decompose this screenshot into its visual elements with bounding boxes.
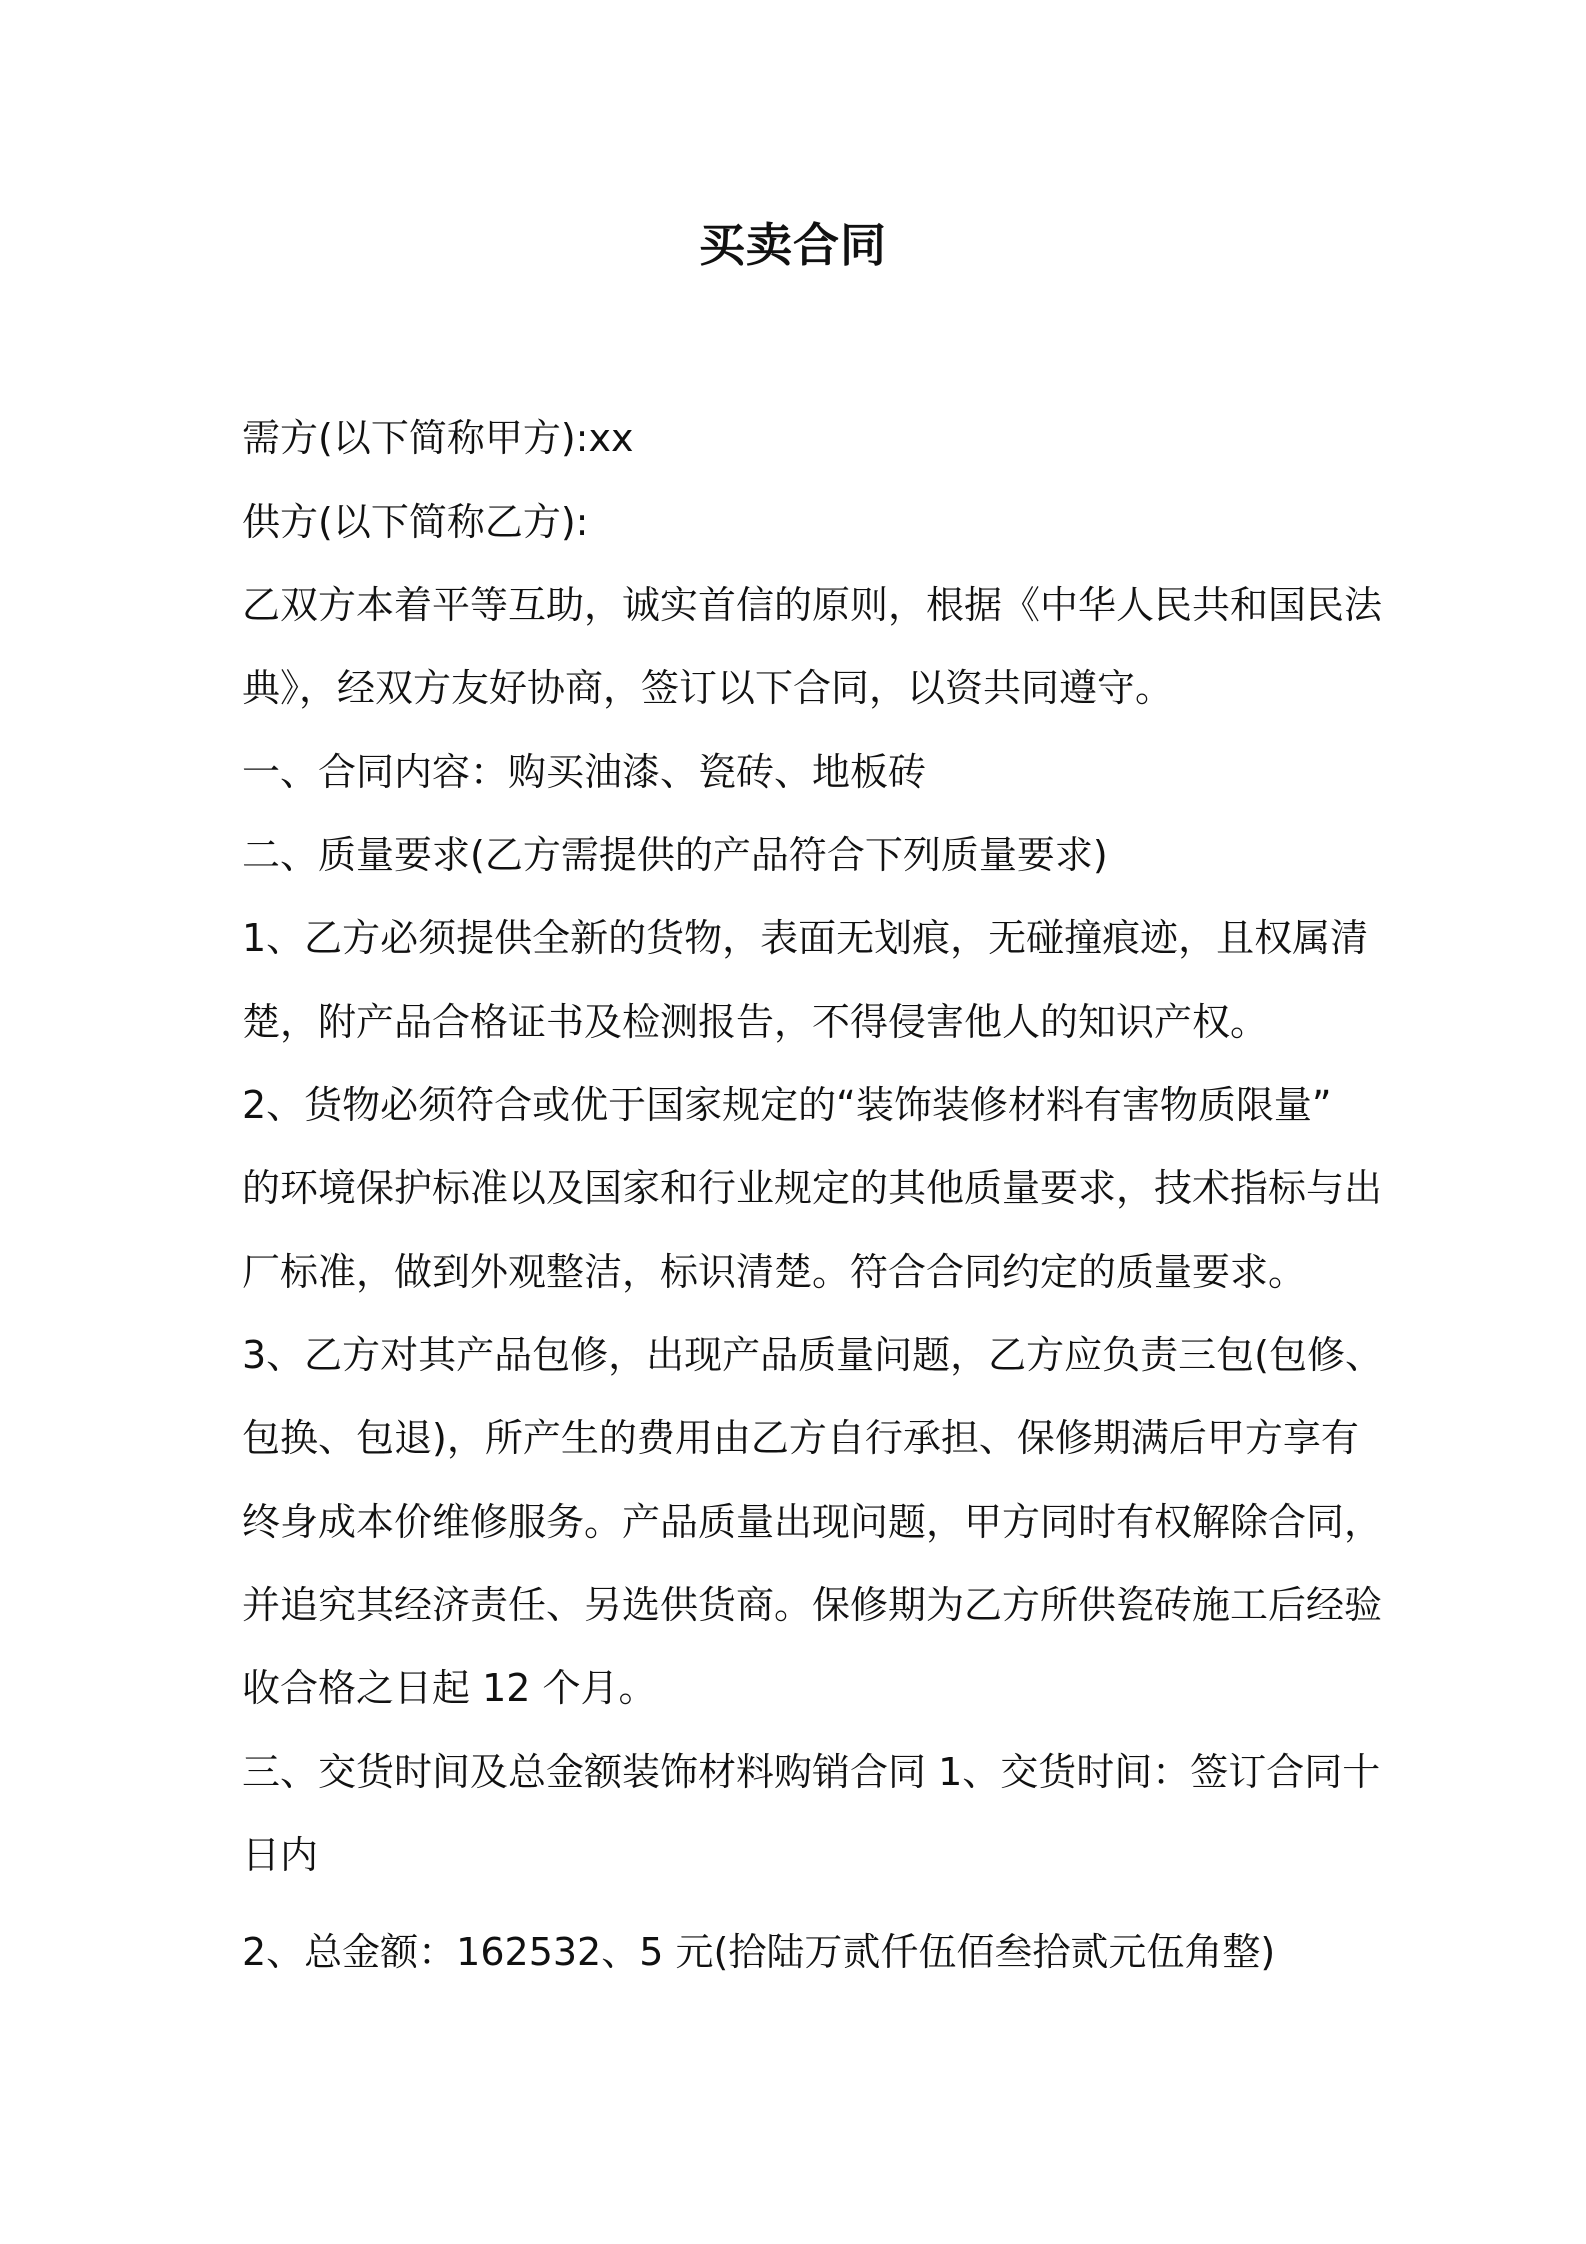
clause-3-line-2: 包换、包退)，所产生的费用由乙方自行承担、保修期满后甲方享有: [242, 1416, 1359, 1460]
total-amount-line: 2、总金额：162532、5 元(拾陆万贰仟伍佰叁拾贰元伍角整): [242, 1930, 1276, 1974]
party-b-line: 供方(以下简称乙方):: [242, 500, 589, 544]
clause-3-line-1: 3、乙方对其产品包修，出现产品质量问题，乙方应负责三包(包修、: [242, 1333, 1384, 1377]
section-1-heading: 一、合同内容：购买油漆、瓷砖、地板砖: [242, 750, 927, 794]
clause-3-line-4: 并追究其经济责任、另选供货商。保修期为乙方所供瓷砖施工后经验: [242, 1583, 1383, 1627]
section-3-line-1: 三、交货时间及总金额装饰材料购销合同 1、交货时间：签订合同十: [242, 1750, 1381, 1794]
preamble-line-2: 典》，经双方友好协商，签订以下合同，以资共同遵守。: [242, 666, 1174, 710]
clause-3-line-5: 收合格之日起 12 个月。: [242, 1666, 657, 1710]
clause-3-line-3: 终身成本价维修服务。产品质量出现问题，甲方同时有权解除合同，: [242, 1500, 1383, 1544]
clause-1-line-1: 1、乙方必须提供全新的货物，表面无划痕，无碰撞痕迹，且权属清: [242, 916, 1369, 960]
document-title: 买卖合同: [699, 218, 887, 272]
clause-1-line-2: 楚，附产品合格证书及检测报告，不得侵害他人的知识产权。: [242, 1000, 1269, 1044]
preamble-line-1: 乙双方本着平等互助，诚实首信的原则，根据《中华人民共和国民法: [242, 583, 1383, 627]
section-3-line-2: 日内: [242, 1833, 319, 1877]
clause-2-line-3: 厂标准，做到外观整洁，标识清楚。符合合同约定的质量要求。: [242, 1250, 1307, 1294]
clause-2-line-1: 2、货物必须符合或优于国家规定的“装饰装修材料有害物质限量”: [242, 1083, 1332, 1127]
party-a-line: 需方(以下简称甲方):xx: [242, 416, 634, 460]
clause-2-line-2: 的环境保护标准以及国家和行业规定的其他质量要求，技术指标与出: [242, 1166, 1383, 1210]
section-2-heading: 二、质量要求(乙方需提供的产品符合下列质量要求): [242, 833, 1108, 877]
